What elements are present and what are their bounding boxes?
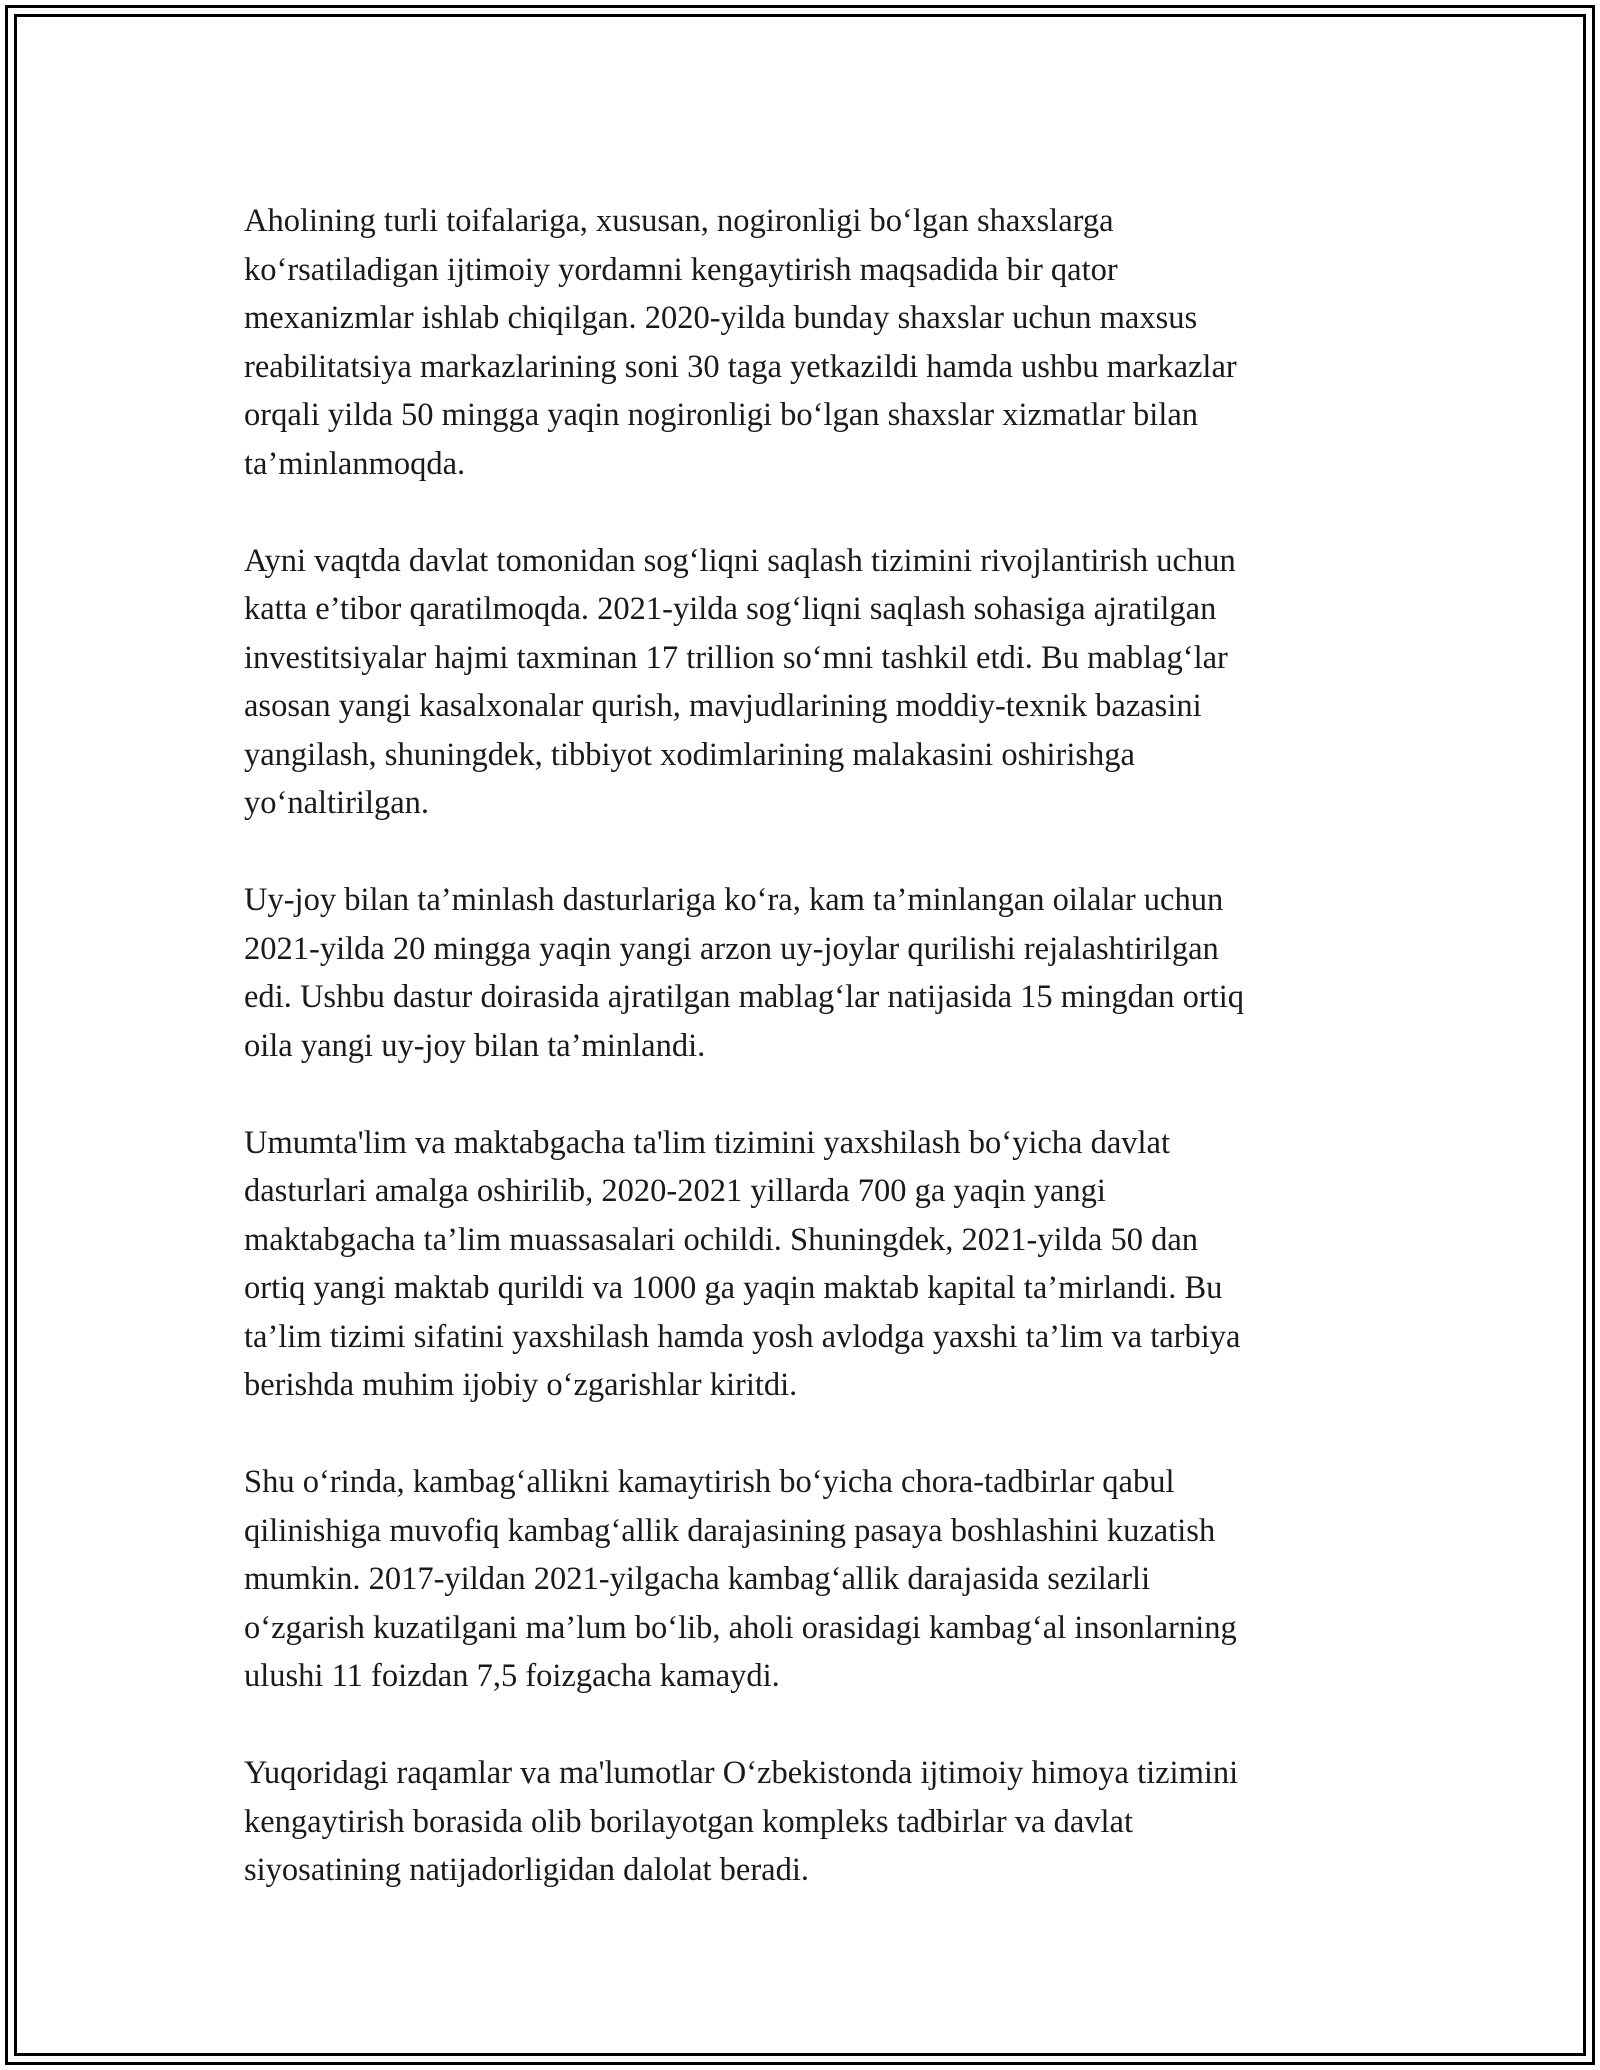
text-line: ulushi 11 foizdan 7,5 foizgacha kamaydi. [244,1658,780,1694]
text-line: reabilitatsiya markazlarining soni 30 taga yetkazildi hamda ushbu markazlar [244,348,1237,385]
text-line: berishda muhim ijobiy o‘zgarishlar kiritdi. [244,1367,798,1403]
text-line: 2021-yilda 20 mingga yaqin yangi arzon uy-joylar qurilishi rejalashtirilgan [244,930,1219,967]
text-line: asosan yangi kasalxonalar qurish, mavjudlarining moddiy-texnik bazasini [244,688,1202,724]
text-line: mexanizmlar ishlab chiqilgan. 2020-yilda bunday shaxslar uchun maxsus [244,300,1198,336]
text-line: dasturlari amalga oshirilib, 2020-2021 yillarda 700 ga yaqin yangi [244,1173,1106,1209]
page-border [5,5,1595,2065]
paragraph-housing [244,876,1394,1070]
text-line: o‘zgarish kuzatilgani ma’lum bo‘lib, aholi orasidagi kambag‘al insonlarning [244,1609,1237,1646]
text-line: edi. Ushbu dastur doirasida ajratilgan mablag‘lar natijasida 15 mingdan ortiq [244,979,1245,1015]
text-line: investitsiyalar hajmi taxminan 17 trillion so‘mni tashkil etdi. Bu mablag‘lar [244,639,1228,676]
text-line: qilinishiga muvofiq kambag‘allik darajasining pasaya boshlashini kuzatish [244,1512,1216,1549]
text-line: Umumta'lim va maktabgacha ta'lim tizimini yaxshilash bo‘yicha davlat [244,1124,1170,1161]
text-line: yo‘naltirilgan. [244,785,430,821]
text-line: ko‘rsatiladigan ijtimoiy yordamni kengaytirish maqsadida bir qator [244,251,1118,288]
text-line: kengaytirish borasida olib borilayotgan kompleks tadbirlar va davlat [244,1803,1134,1840]
text-line: oila yangi uy-joy bilan ta’minlandi. [244,1027,706,1064]
paragraph-disability-support [244,197,1394,488]
text-line: orqali yilda 50 mingga yaqin nogironligi bo‘lgan shaxslar xizmatlar bilan [244,397,1199,433]
text-line: Aholining turli toifalariga, xususan, nogironligi bo‘lgan shaxslarga [244,203,1114,239]
text-line: Yuqoridagi raqamlar va ma'lumotlar O‘zbekistonda ijtimoiy himoya tizimini [244,1755,1239,1791]
text-line: ta’lim tizimi sifatini yaxshilash hamda yosh avlodga yaxshi ta’lim va tarbiya [244,1318,1241,1355]
paragraph-education [244,1119,1394,1410]
paragraph-poverty [244,1458,1394,1701]
text-line: mumkin. 2017-yildan 2021-yilgacha kambag‘allik darajasida sezilarli [244,1561,1151,1597]
text-line: ortiq yangi maktab qurildi va 1000 ga yaqin maktab kapital ta’mirlandi. Bu [244,1270,1223,1306]
document-body [244,197,1394,1895]
text-line: yangilash, shuningdek, tibbiyot xodimlarining malakasini oshirishga [244,736,1135,773]
text-line: ta’minlanmoqda. [244,445,466,482]
paragraph-healthcare [244,537,1394,828]
text-line: katta e’tibor qaratilmoqda. 2021-yilda sog‘liqni saqlash sohasiga ajratilgan [244,591,1217,627]
text-line: Ayni vaqtda davlat tomonidan sog‘liqni saqlash tizimini rivojlantirish uchun [244,542,1236,579]
text-line: Uy-joy bilan ta’minlash dasturlariga ko‘ra, kam ta’minlangan oilalar uchun [244,882,1224,918]
text-line: Shu o‘rinda, kambag‘allikni kamaytirish bo‘yicha chora-tadbirlar qabul [244,1464,1175,1500]
text-line: siyosatining natijadorligidan dalolat beradi. [244,1852,810,1888]
text-line: maktabgacha ta’lim muassasalari ochildi. Shuningdek, 2021-yilda 50 dan [244,1221,1199,1258]
paragraph-conclusion [244,1749,1394,1895]
